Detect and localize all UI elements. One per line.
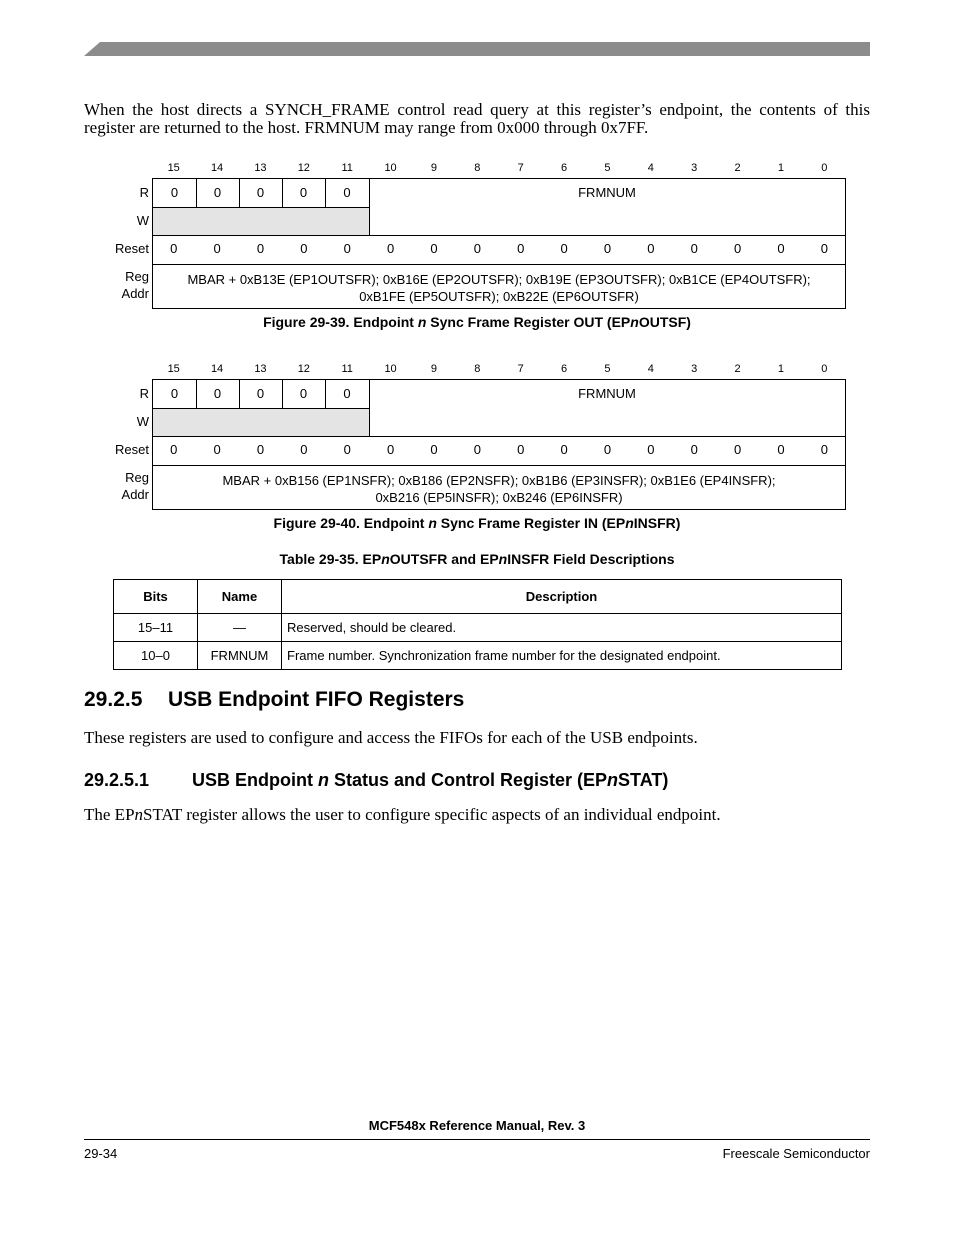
- page-number: 29-34: [84, 1146, 118, 1161]
- reset-value: 0: [343, 442, 351, 457]
- reset-value: 0: [213, 442, 221, 457]
- bit-number: 4: [647, 162, 654, 174]
- reset-value: 0: [560, 241, 568, 256]
- table-row: [114, 642, 842, 670]
- section-title: USB Endpoint FIFO Registers: [168, 688, 465, 711]
- reserved-bit: 0: [343, 386, 351, 401]
- bit-number: 9: [430, 363, 437, 375]
- bit-number: 11: [341, 363, 353, 375]
- reset-value: 0: [300, 241, 308, 256]
- reserved-bit: 0: [299, 185, 308, 200]
- row-label-reg-addr: [89, 268, 149, 302]
- row-label-w: W: [136, 213, 149, 228]
- bit-number: 2: [734, 363, 741, 375]
- register-address: [153, 472, 845, 506]
- bit-number: 15: [167, 363, 180, 375]
- reserved-bit: 0: [343, 185, 351, 200]
- section-heading: [84, 688, 464, 712]
- bit-number: 1: [777, 363, 784, 375]
- bit-number: 0: [821, 363, 828, 375]
- bit-number: 3: [691, 363, 698, 375]
- bit-number: 7: [517, 162, 524, 174]
- reset-value: 0: [256, 442, 265, 457]
- subsection-heading: 29.2.5.1 USB Endpoint n Status and Control Register (EPnSTAT): [84, 770, 669, 790]
- section-paragraph: These registers are used to configure and access the FIFOs for each of the USB endpoints.: [84, 728, 698, 747]
- reset-value: 0: [733, 442, 742, 457]
- reset-value: 0: [733, 241, 742, 256]
- bit-number: 8: [474, 363, 481, 375]
- reserved-bit: 0: [256, 185, 265, 200]
- bit-number-row: [152, 162, 846, 176]
- bit-number: 9: [430, 162, 437, 174]
- register-address: [153, 271, 845, 305]
- write-reserved-shade: [153, 207, 369, 235]
- address-line: MBAR + 0xB156 (EP1NSFR); 0xB186 (EP2NSFR); 0xB1B6 (EP3INSFR); 0xB1E6 (EP4INSFR);: [222, 473, 776, 488]
- footer-title: MCF548x Reference Manual, Rev. 3: [368, 1118, 586, 1133]
- bit-number: 13: [254, 162, 267, 174]
- reset-value: 0: [603, 442, 612, 457]
- bit-number: 14: [210, 363, 224, 375]
- address-line: 0xB216 (EP5INSFR); 0xB246 (EP6INSFR): [375, 490, 623, 505]
- reset-value: 0: [777, 442, 785, 457]
- row-label-reg: Reg: [125, 470, 149, 485]
- bit-number: 6: [561, 162, 568, 174]
- bit-number: 7: [517, 363, 524, 375]
- reset-value: 0: [647, 442, 655, 457]
- reset-value: 0: [386, 241, 395, 256]
- field-frmnum: FRMNUM: [578, 185, 636, 200]
- reset-value: 0: [647, 241, 655, 256]
- reset-value: 0: [473, 442, 481, 457]
- address-line: 0xB1FE (EP5OUTSFR); 0xB22E (EP6OUTSFR): [359, 289, 639, 304]
- bit-number: 8: [474, 162, 481, 174]
- reset-value: 0: [473, 241, 481, 256]
- column-header-name: Name: [198, 580, 282, 614]
- subsection-paragraph: The EPnSTAT register allows the user to configure specific aspects of an individual endpoint.: [84, 805, 721, 824]
- row-label-addr: Addr: [121, 286, 149, 301]
- row-label-addr: Addr: [121, 487, 149, 502]
- cell-bits: 10–0: [114, 642, 198, 670]
- reset-value: 0: [430, 241, 438, 256]
- reset-value: 0: [170, 241, 178, 256]
- reserved-bit: 0: [213, 386, 222, 401]
- reset-value: 0: [256, 241, 265, 256]
- header-bar: [84, 42, 870, 56]
- bit-number: 13: [254, 363, 267, 375]
- cell-description: Frame number. Synchronization frame number for the designated endpoint.: [282, 642, 842, 670]
- reset-value: 0: [820, 442, 828, 457]
- bit-number: 4: [647, 363, 654, 375]
- row-label-r: R: [139, 185, 149, 200]
- bit-number: 0: [821, 162, 828, 174]
- bit-number-row: [152, 363, 846, 377]
- bit-number: 11: [341, 162, 353, 174]
- table-row: [114, 614, 842, 642]
- reset-value: 0: [777, 241, 785, 256]
- reset-values-row: [152, 442, 846, 459]
- field-descriptions-table: [113, 579, 842, 670]
- reset-value: 0: [517, 442, 525, 457]
- bit-number: 12: [297, 363, 310, 375]
- bit-number: 6: [561, 363, 568, 375]
- row-label-reset: Reset: [115, 241, 149, 256]
- section-number: 29.2.5: [84, 688, 143, 711]
- address-line: MBAR + 0xB13E (EP1OUTSFR); 0xB16E (EP2OUTSFR); 0xB19E (EP3OUTSFR); 0xB1CE (EP4OUTSFR);: [187, 272, 811, 287]
- table-header-row: [114, 580, 842, 614]
- figure-caption: Figure 29-39. Endpoint n Sync Frame Register OUT (EPnOUTSF): [263, 314, 691, 330]
- bit-number: 3: [691, 162, 698, 174]
- reserved-bit: 0: [256, 386, 265, 401]
- reset-value: 0: [343, 241, 351, 256]
- row-label-reset: Reset: [115, 442, 149, 457]
- cell-name: —: [198, 614, 282, 642]
- column-header-bits: Bits: [114, 580, 198, 614]
- reset-value: 0: [386, 442, 395, 457]
- reset-value: 0: [690, 241, 698, 256]
- figure-caption: Figure 29-40. Endpoint n Sync Frame Register IN (EPnINSFR): [273, 515, 681, 531]
- reset-value: 0: [690, 442, 698, 457]
- row-label-w: W: [136, 414, 149, 429]
- bit-number: 14: [210, 162, 224, 174]
- footer-divider: [84, 1139, 870, 1140]
- subsection-number: 29.2.5.1: [84, 770, 150, 790]
- reserved-bit: 0: [170, 386, 179, 401]
- reserved-bit: 0: [170, 185, 179, 200]
- bit-number: 10: [384, 162, 397, 174]
- row-label-reg-addr: [89, 469, 149, 503]
- field-frmnum: FRMNUM: [578, 386, 636, 401]
- bit-number: 10: [384, 363, 397, 375]
- write-reserved-shade: [153, 408, 369, 436]
- reset-value: 0: [560, 442, 568, 457]
- bit-number: 5: [604, 363, 611, 375]
- bit-number: 2: [734, 162, 741, 174]
- company-name: Freescale Semiconductor: [722, 1146, 870, 1161]
- reset-value: 0: [430, 442, 438, 457]
- bit-number: 1: [777, 162, 784, 174]
- column-header-description: Description: [282, 580, 842, 614]
- cell-name: FRMNUM: [198, 642, 282, 670]
- row-label-reg: Reg: [125, 269, 149, 284]
- reserved-bit: 0: [213, 185, 222, 200]
- intro-paragraph: When the host directs a SYNCH_FRAME control read query at this register’s endpoint, the contents of this register are returned to the host. FRMNUM may range from 0x000 through 0x7FF.: [84, 100, 870, 137]
- table-caption: Table 29-35. EPnOUTSFR and EPnINSFR Field Descriptions: [279, 551, 675, 567]
- bit-number: 15: [167, 162, 180, 174]
- reset-value: 0: [517, 241, 525, 256]
- reserved-bit: 0: [299, 386, 308, 401]
- row-label-r: R: [139, 386, 149, 401]
- cell-description: Reserved, should be cleared.: [282, 614, 842, 642]
- reset-value: 0: [213, 241, 221, 256]
- bit-number: 5: [604, 162, 611, 174]
- reset-value: 0: [820, 241, 828, 256]
- reset-values-row: [152, 241, 846, 258]
- cell-bits: 15–11: [114, 614, 198, 642]
- bit-number: 12: [297, 162, 310, 174]
- reset-value: 0: [300, 442, 308, 457]
- reset-value: 0: [603, 241, 612, 256]
- reset-value: 0: [170, 442, 178, 457]
